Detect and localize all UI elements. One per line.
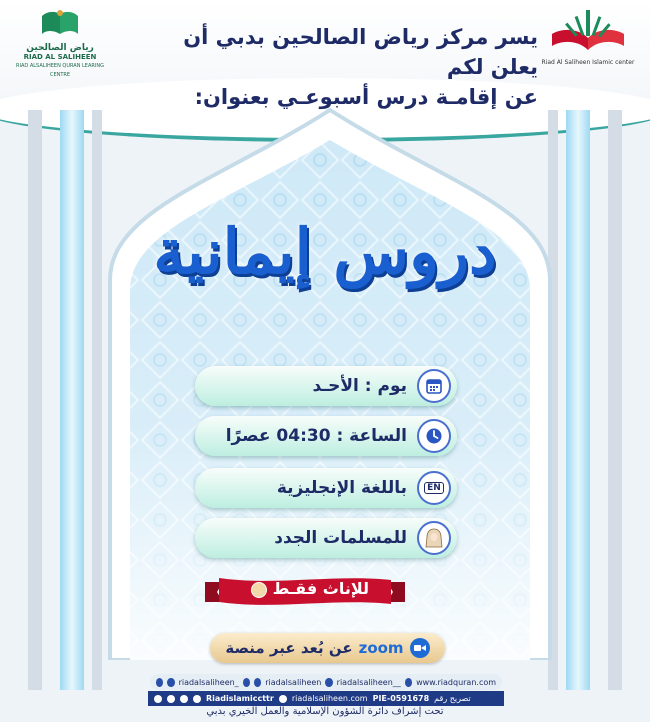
zoom-platform-pill [210, 633, 445, 663]
info-language-pill [195, 468, 457, 508]
header-line-2: عن إقامـة درس أسبوعـي بعنوان: [194, 85, 538, 109]
social-handle-4: Riadislamiccttr [206, 694, 274, 703]
social-handle-2: riadalsaliheen [265, 677, 322, 687]
email-text: riadalsaliheen.com [291, 694, 368, 703]
logo-right-caption: Riad Al Saliheen Islamic center [541, 59, 635, 66]
info-time-pill [195, 416, 457, 456]
twitter-icon [156, 678, 163, 687]
info-audience-text: للمسلمات الجدد [274, 528, 407, 548]
center-emblem-icon [548, 8, 628, 54]
permit-label: تصريح رقم [434, 694, 471, 703]
telegram-icon [254, 678, 261, 687]
clock-icon [417, 419, 451, 453]
info-time-text: الساعة : 04:30 عصرًا [225, 426, 407, 446]
globe-icon [405, 678, 412, 687]
twitter-icon-2 [167, 695, 175, 703]
ribbon-label: للإناث فقـط [272, 579, 369, 598]
website-url: www.riadquran.com [416, 677, 497, 687]
supervision-footer: تحت إشراف دائرة الشؤون الإسلامية والعمل الخيري بدبي [206, 706, 444, 717]
logo-left-subtitle: RIAD ALSALIHEEN QURAN LEARING CENTRE [16, 63, 104, 78]
logo-left-name-ar: رياض الصالحين [26, 43, 94, 53]
language-en-icon [417, 471, 451, 505]
info-audience-pill [195, 518, 457, 558]
logo-right [538, 8, 638, 80]
youtube-icon [167, 678, 174, 687]
info-day-text: يوم : الأحـد [312, 376, 407, 396]
header-announcement [158, 22, 538, 112]
logo-left-name-en: RIAD AL SALIHEEN [23, 53, 97, 61]
info-language-text: باللغة الإنجليزية [276, 478, 407, 498]
social-row-1 [150, 674, 502, 690]
facebook-icon [243, 678, 250, 687]
quran-book-logo-icon [40, 8, 80, 40]
youtube-icon-2 [180, 695, 188, 703]
logo-left [10, 8, 110, 80]
pillar-left [60, 110, 84, 690]
social-handle-3: riadalsaliheen__ [336, 677, 401, 687]
side-stripe-left-outer [28, 110, 42, 690]
woman-icon [251, 582, 267, 598]
lesson-title: دروس إيمانية [153, 215, 497, 288]
header-line-1: يسر مركز رياض الصالحين بدبي أن يعلن لكم [183, 25, 538, 79]
zoom-text: عن بُعد عبر منصة [225, 639, 353, 657]
social-row-2 [148, 691, 504, 706]
muslim-woman-icon [417, 521, 451, 555]
zoom-brand: zoom [358, 639, 404, 657]
permit-number: PIE-0591678 [372, 694, 430, 703]
instagram-icon-2 [193, 695, 201, 703]
zoom-camera-icon [410, 638, 430, 658]
females-only-text [240, 579, 380, 598]
calendar-icon [417, 369, 451, 403]
side-stripe-right-outer [608, 110, 622, 690]
info-day-pill [195, 366, 457, 406]
facebook-icon-2 [154, 695, 162, 703]
email-icon [279, 695, 287, 703]
pillar-right [566, 110, 590, 690]
social-handle-1: riadalsaliheen_ [178, 677, 239, 687]
instagram-icon [325, 678, 332, 687]
language-badge: EN [424, 482, 444, 494]
